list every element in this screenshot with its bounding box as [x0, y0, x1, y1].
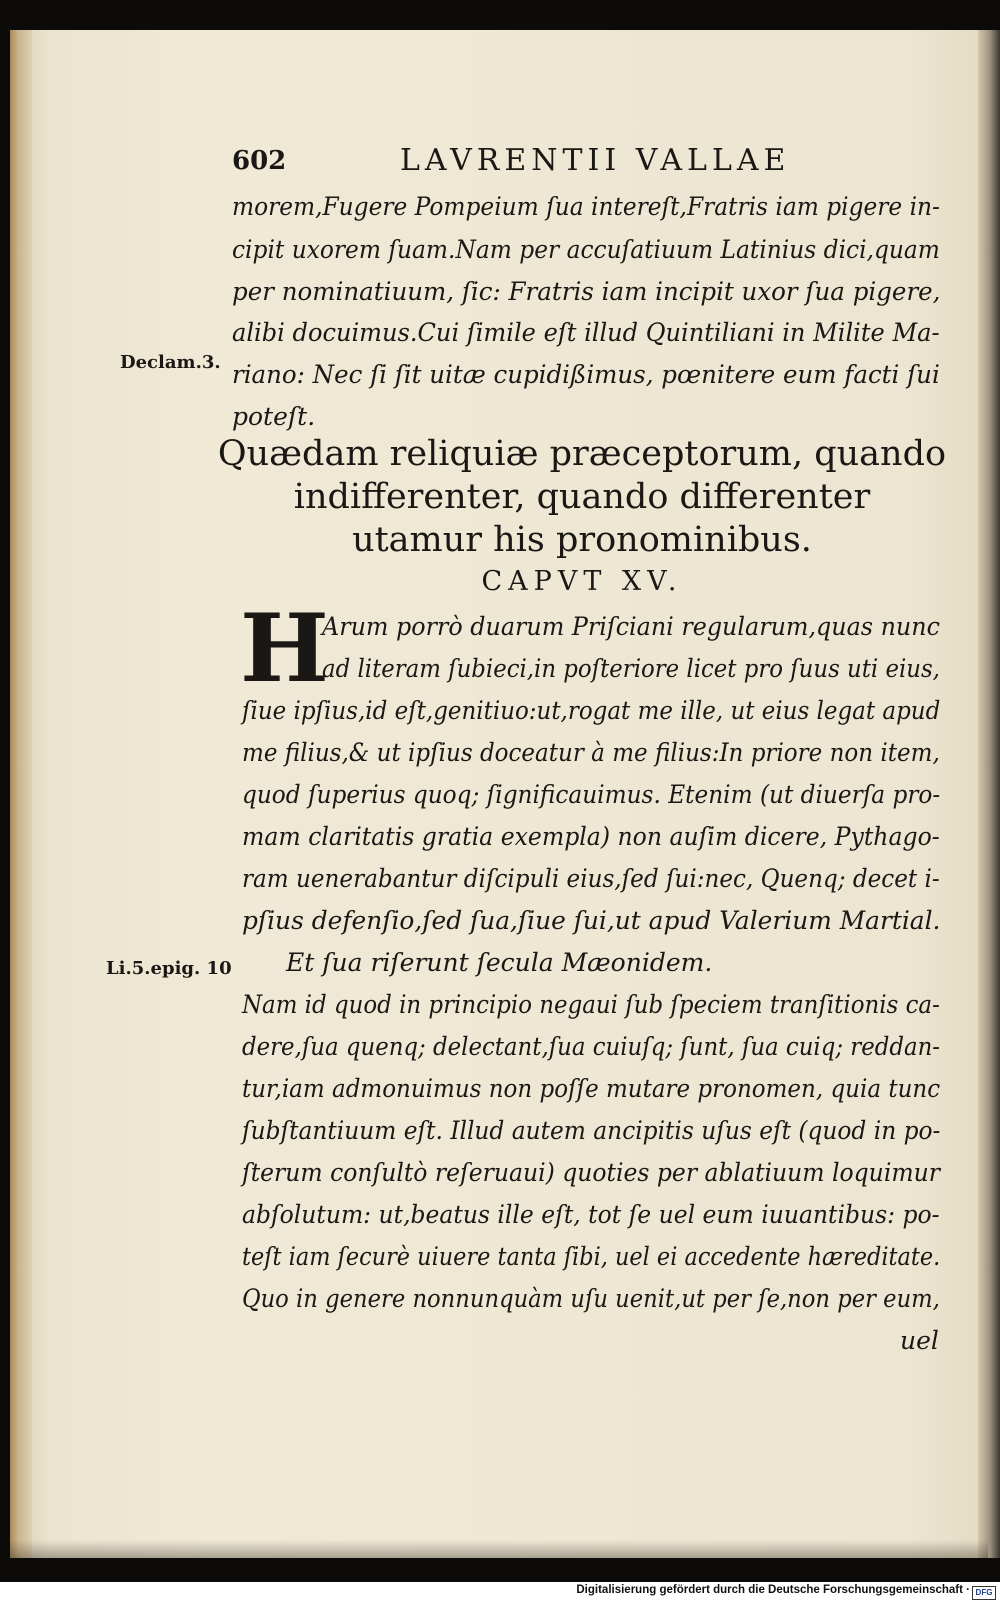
body-line: ſterum conſultò reſeruaui) quoties per ablatiuum loquimur	[242, 1158, 940, 1187]
body-line: me filius,& ut ipſius doceatur à me filius:In priore non item,	[242, 738, 940, 767]
body-line: ad literam ſubieci,in poſteriore licet pro ſuus uti eius,	[322, 654, 940, 683]
body-line: ſubſtantiuum eſt. Illud autem ancipitis uſus eſt (quod in po-	[242, 1116, 941, 1145]
body-line: Quo in genere nonnunquàm uſu uenit,ut per ſe,non per eum,	[242, 1284, 940, 1313]
section-heading-line-3: utamur his pronominibus.	[352, 520, 812, 560]
dfg-logo: DFG	[972, 1586, 996, 1600]
chapter-heading: CAPVT XV.	[481, 566, 683, 597]
section-heading-line-1: Quædam reliquiæ præceptorum, quando	[217, 434, 947, 474]
body-line: morem,Fugere Pompeium ſua intereſt,Fratris iam pigere in-	[232, 192, 940, 221]
body-line: ram uenerabantur diſcipuli eius,ſed ſui:nec, Quenq; decet i-	[242, 864, 940, 893]
body-line: mam claritatis gratia exempla) non auſim dicere, Pythago-	[242, 822, 940, 851]
body-line: riano: Nec ſi ſit uitæ cupidißimus, pœnitere eum facti ſui	[232, 360, 940, 389]
body-line: cipit uxorem ſuam.Nam per accuſatiuum Latinius dici,quam	[232, 235, 940, 264]
body-line: Nam id quod in principio negaui ſub ſpeciem tranſitionis ca-	[242, 990, 940, 1019]
body-line: teſt iam ſecurè uiuere tanta ſibi, uel ei accedente hæreditate.	[242, 1242, 941, 1271]
page-right-edge	[978, 30, 1000, 1558]
margin-note-epig: Li.5.epig. 10	[106, 958, 232, 979]
verse-quote: Et ſua riſerunt ſecula Mæonidem.	[286, 948, 713, 977]
body-line: ſiue ipſius,id eſt,genitiuo:ut,rogat me ille, ut eius legat apud	[242, 696, 941, 725]
footer-bar	[0, 1582, 1000, 1602]
catchword: uel	[900, 1326, 939, 1355]
funding-credit: Digitalisierung gefördert durch die Deutsche Forschungsgemeinschaft ·	[576, 1584, 970, 1596]
body-line: dere,ſua quenq; delectant,ſua cuiuſq; ſunt, ſua cuiq; reddan-	[242, 1032, 941, 1061]
page-bottom-shadow	[10, 1540, 988, 1558]
drop-cap: H	[240, 594, 329, 704]
body-line: quod ſuperius quoq; ſignificauimus. Etenim (ut diuerſa pro-	[242, 780, 941, 809]
page-number: 602	[232, 146, 287, 176]
body-line: pſius defenſio,ſed ſua,ſiue ſui,ut apud Valerium Martial.	[242, 906, 941, 935]
margin-note-declam: Declam.3.	[120, 352, 221, 373]
body-line: alibi docuimus.Cui ſimile eſt illud Quintiliani in Milite Ma-	[232, 318, 940, 347]
body-line: abſolutum: ut,beatus ille eſt, tot ſe uel eum iuuantibus: po-	[242, 1200, 940, 1229]
body-line: poteſt.	[232, 402, 316, 431]
body-line: tur,iam admonuimus non poſſe mutare pronomen, quia tunc	[242, 1074, 941, 1103]
section-heading-line-2: indifferenter, quando differenter	[293, 477, 871, 517]
body-line: Arum porrò duarum Priſciani regularum,quas nunc	[322, 612, 940, 641]
page-left-edge	[10, 30, 32, 1558]
running-title: LAVRENTII VALLAE	[400, 143, 791, 178]
body-line: per nominatiuum, ſic: Fratris iam incipit uxor ſua pigere,	[232, 277, 941, 306]
